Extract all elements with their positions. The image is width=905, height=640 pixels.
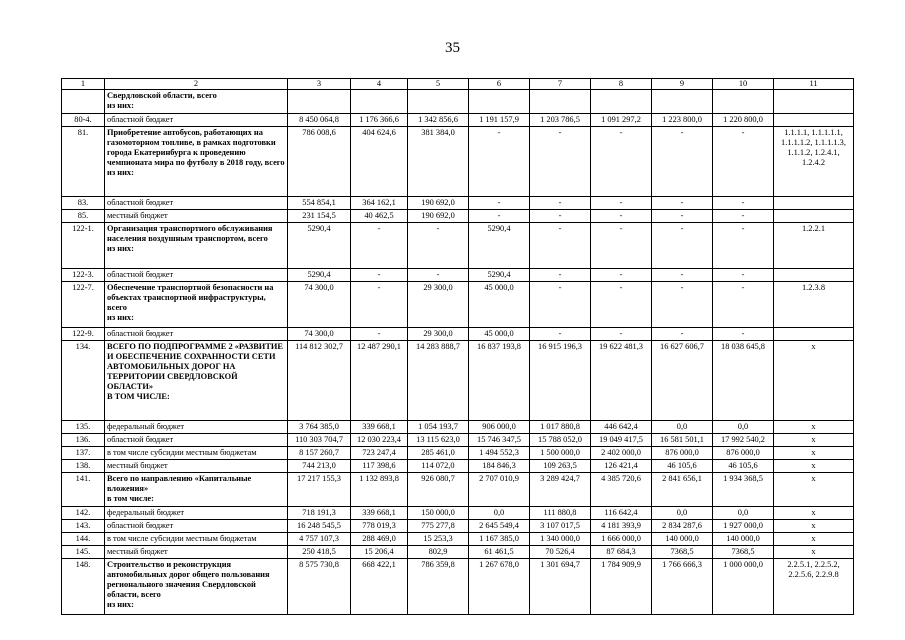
table-cell: 142.: [62, 507, 105, 520]
table-cell: 110 303 704,7: [288, 434, 351, 447]
table-cell: -: [408, 223, 469, 269]
table-cell: 2 645 549,4: [469, 520, 530, 533]
table-cell: 3 764 385,0: [288, 421, 351, 434]
table-cell: [408, 90, 469, 114]
table-cell: в том числе субсидии местным бюджетам: [105, 447, 288, 460]
table-cell: 1 054 193,7: [408, 421, 469, 434]
table-cell: 122-1.: [62, 223, 105, 269]
table-row: [62, 282, 854, 328]
table-cell: -: [469, 127, 530, 197]
table-cell: 190 692,0: [408, 210, 469, 223]
table-cell: 126 421,4: [591, 460, 652, 473]
table-cell: -: [713, 282, 774, 328]
table-cell: местный бюджет: [105, 546, 288, 559]
table-cell: 150 000,0: [408, 507, 469, 520]
table-cell: х: [774, 460, 854, 473]
table-cell: 1 500 000,0: [530, 447, 591, 460]
table-cell: 802,9: [408, 546, 469, 559]
table-cell: в том числе субсидии местным бюджетам: [105, 533, 288, 546]
table-cell: 1 927 000,0: [713, 520, 774, 533]
table-cell: 8 157 260,7: [288, 447, 351, 460]
table-cell: [774, 210, 854, 223]
budget-table: [61, 78, 854, 615]
table-cell: 404 624,6: [351, 127, 408, 197]
table-row: [62, 114, 854, 127]
table-cell: 1.2.3.8: [774, 282, 854, 328]
table-cell: 288 469,0: [351, 533, 408, 546]
table-cell: -: [530, 282, 591, 328]
table-cell: -: [713, 328, 774, 341]
table-cell: 2 841 656,1: [652, 473, 713, 507]
table-row: [62, 520, 854, 533]
column-header: 11: [774, 79, 854, 90]
table-cell: 250 418,5: [288, 546, 351, 559]
table-row: [62, 269, 854, 282]
table-cell: -: [591, 223, 652, 269]
table-cell: 17 217 155,3: [288, 473, 351, 507]
table-cell: 190 692,0: [408, 197, 469, 210]
table-cell: 0,0: [652, 421, 713, 434]
table-cell: х: [774, 533, 854, 546]
table-cell: х: [774, 546, 854, 559]
table-cell: х: [774, 421, 854, 434]
table-cell: 45 000,0: [469, 328, 530, 341]
table-cell: 8 575 730,8: [288, 559, 351, 615]
table-cell: [351, 90, 408, 114]
table-cell: -: [713, 197, 774, 210]
table-cell: 80-4.: [62, 114, 105, 127]
table-cell: 135.: [62, 421, 105, 434]
table-cell: 5290,4: [469, 269, 530, 282]
table-row: [62, 447, 854, 460]
table-cell: 184 846,3: [469, 460, 530, 473]
table-cell: [469, 90, 530, 114]
table-cell: 1 220 800,0: [713, 114, 774, 127]
table-cell: 1 223 800,0: [652, 114, 713, 127]
table-cell: 40 462,5: [351, 210, 408, 223]
table-cell: 0,0: [713, 507, 774, 520]
table-cell: 83.: [62, 197, 105, 210]
table-cell: -: [351, 328, 408, 341]
table-cell: 381 384,0: [408, 127, 469, 197]
table-cell: 140 000,0: [713, 533, 774, 546]
table-cell: х: [774, 473, 854, 507]
table-cell: 136.: [62, 434, 105, 447]
table-cell: 2 834 287,6: [652, 520, 713, 533]
table-cell: 1.2.2.1: [774, 223, 854, 269]
table-cell: 114 072,0: [408, 460, 469, 473]
table-cell: 1 091 297,2: [591, 114, 652, 127]
page-number: 35: [445, 40, 460, 56]
table-cell: -: [713, 269, 774, 282]
column-header: 8: [591, 79, 652, 90]
table-cell: 778 019,3: [351, 520, 408, 533]
table-cell: 1 176 366,6: [351, 114, 408, 127]
table-row: [62, 210, 854, 223]
table-cell: 285 461,0: [408, 447, 469, 460]
column-header: 5: [408, 79, 469, 90]
table-cell: -: [713, 223, 774, 269]
table-cell: 3 107 017,5: [530, 520, 591, 533]
table-cell: -: [530, 210, 591, 223]
table-cell: -: [713, 127, 774, 197]
table-cell: Строительство и реконструкция автомобильных дорог общего пользования регионального значения Свердловской области, всего из них:: [105, 559, 288, 615]
table-row: [62, 533, 854, 546]
table-row: [62, 197, 854, 210]
table-cell: -: [351, 282, 408, 328]
table-cell: 145.: [62, 546, 105, 559]
table-cell: 0,0: [713, 421, 774, 434]
table-cell: 148.: [62, 559, 105, 615]
column-header: 10: [713, 79, 774, 90]
table-cell: 143.: [62, 520, 105, 533]
table-cell: 116 642,4: [591, 507, 652, 520]
table-cell: 16 581 501,1: [652, 434, 713, 447]
table-cell: -: [652, 269, 713, 282]
table-cell: х: [774, 507, 854, 520]
table-cell: 15 746 347,5: [469, 434, 530, 447]
table-cell: 876 000,0: [713, 447, 774, 460]
table-cell: 17 992 540,2: [713, 434, 774, 447]
table-cell: 723 247,4: [351, 447, 408, 460]
table-cell: 1 167 385,0: [469, 533, 530, 546]
column-header: 2: [105, 79, 288, 90]
table-cell: 111 880,8: [530, 507, 591, 520]
column-header: 7: [530, 79, 591, 90]
table-cell: -: [530, 223, 591, 269]
table-cell: 876 000,0: [652, 447, 713, 460]
column-header: 3: [288, 79, 351, 90]
table-cell: областной бюджет: [105, 269, 288, 282]
table-cell: 140 000,0: [652, 533, 713, 546]
table-cell: 5290,4: [469, 223, 530, 269]
table-cell: 668 422,1: [351, 559, 408, 615]
table-cell: 1 342 856,6: [408, 114, 469, 127]
table-cell: -: [469, 197, 530, 210]
table-cell: областной бюджет: [105, 197, 288, 210]
table-cell: -: [351, 223, 408, 269]
table-cell: 19 622 481,3: [591, 341, 652, 421]
column-header: 6: [469, 79, 530, 90]
table-cell: [530, 90, 591, 114]
table-cell: -: [591, 282, 652, 328]
table-cell: 0,0: [469, 507, 530, 520]
table-cell: 364 162,1: [351, 197, 408, 210]
table-cell: 554 854,1: [288, 197, 351, 210]
table-cell: 29 300,0: [408, 328, 469, 341]
table-cell: [774, 328, 854, 341]
table-cell: -: [591, 127, 652, 197]
table-row: [62, 223, 854, 269]
table-cell: областной бюджет: [105, 434, 288, 447]
table-cell: 0,0: [652, 507, 713, 520]
column-header: 4: [351, 79, 408, 90]
table-cell: 2.2.5.1, 2.2.5.2, 2.2.5.6, 2.2.9.8: [774, 559, 854, 615]
table-cell: -: [652, 210, 713, 223]
table-cell: областной бюджет: [105, 114, 288, 127]
table-cell: Свердловской области, всего из них:: [105, 90, 288, 114]
table-row: [62, 90, 854, 114]
table-cell: 16 248 545,5: [288, 520, 351, 533]
table-cell: [713, 90, 774, 114]
table-cell: 1 340 000,0: [530, 533, 591, 546]
table-cell: 137.: [62, 447, 105, 460]
table-cell: 14 283 888,7: [408, 341, 469, 421]
table-cell: -: [652, 328, 713, 341]
table-cell: 231 154,5: [288, 210, 351, 223]
table-cell: 70 526,4: [530, 546, 591, 559]
table-cell: областной бюджет: [105, 520, 288, 533]
table-cell: 7368,5: [713, 546, 774, 559]
table-cell: 1 132 893,8: [351, 473, 408, 507]
table-cell: 8 450 064,8: [288, 114, 351, 127]
table-cell: 12 030 223,4: [351, 434, 408, 447]
table-row: [62, 460, 854, 473]
table-cell: 1 267 678,0: [469, 559, 530, 615]
table-cell: Организация транспортного обслуживания населения воздушным транспортом, всего из них:: [105, 223, 288, 269]
table-cell: [288, 90, 351, 114]
table-cell: -: [530, 328, 591, 341]
table-cell: 5290,4: [288, 223, 351, 269]
table-cell: 2 707 010,9: [469, 473, 530, 507]
table-cell: 144.: [62, 533, 105, 546]
table-cell: 81.: [62, 127, 105, 197]
table-cell: Приобретение автобусов, работающих на газомоторном топливе, в рамках подготовки города Екатеринбурга к проведению чемпионата мира по футболу в 2018 году, всего из них:: [105, 127, 288, 197]
table-cell: 15 788 052,0: [530, 434, 591, 447]
table-cell: местный бюджет: [105, 210, 288, 223]
table-cell: -: [713, 210, 774, 223]
table-cell: 114 812 302,7: [288, 341, 351, 421]
table-row: [62, 473, 854, 507]
table-cell: 1 494 552,3: [469, 447, 530, 460]
table-cell: 1 191 157,9: [469, 114, 530, 127]
table-cell: -: [652, 127, 713, 197]
table-cell: 1 666 000,0: [591, 533, 652, 546]
table-cell: федеральный бюджет: [105, 421, 288, 434]
table-cell: 3 289 424,7: [530, 473, 591, 507]
table-cell: 5290,4: [288, 269, 351, 282]
table-cell: -: [530, 269, 591, 282]
table-cell: 117 398,6: [351, 460, 408, 473]
table-cell: 786 359,8: [408, 559, 469, 615]
table-cell: 926 080,7: [408, 473, 469, 507]
table-cell: 74 300,0: [288, 282, 351, 328]
table-cell: 4 385 720,6: [591, 473, 652, 507]
table-cell: 45 000,0: [469, 282, 530, 328]
table-row: [62, 507, 854, 520]
table-cell: 15 206,4: [351, 546, 408, 559]
table-row: [62, 421, 854, 434]
table-cell: -: [591, 328, 652, 341]
table-cell: 718 191,3: [288, 507, 351, 520]
table-cell: 1.1.1.1, 1.1.1.1.1, 1.1.1.1.2, 1.1.1.1.3, 1.1.1.2, 1.2.4.1, 1.2.4.2: [774, 127, 854, 197]
table-cell: 46 105,6: [713, 460, 774, 473]
table-cell: ВСЕГО ПО ПОДПРОГРАММЕ 2 «РАЗВИТИЕ И ОБЕСПЕЧЕНИЕ СОХРАННОСТИ СЕТИ АВТОМОБИЛЬНЫХ ДОРОГ НА ТЕРРИТОРИИ СВЕРДЛОВСКОЙ ОБЛАСТИ» В ТОМ ЧИСЛЕ:: [105, 341, 288, 421]
table-cell: 16 837 193,8: [469, 341, 530, 421]
table-cell: 786 008,6: [288, 127, 351, 197]
table-cell: [774, 90, 854, 114]
table-row: [62, 127, 854, 197]
table-cell: 339 668,1: [351, 507, 408, 520]
table-cell: областной бюджет: [105, 328, 288, 341]
table-cell: 16 627 606,7: [652, 341, 713, 421]
table-cell: 87 684,3: [591, 546, 652, 559]
table-row: [62, 559, 854, 615]
table-cell: 7368,5: [652, 546, 713, 559]
table-cell: 61 461,5: [469, 546, 530, 559]
table-cell: 19 049 417,5: [591, 434, 652, 447]
column-header: 1: [62, 79, 105, 90]
table-cell: 122-7.: [62, 282, 105, 328]
table-cell: -: [591, 269, 652, 282]
table-cell: 15 253,3: [408, 533, 469, 546]
table-cell: [62, 90, 105, 114]
table-cell: -: [652, 282, 713, 328]
table-cell: -: [408, 269, 469, 282]
table-row: [62, 546, 854, 559]
table-cell: х: [774, 447, 854, 460]
table-cell: 1 000 000,0: [713, 559, 774, 615]
table-cell: Всего по направлению «Капитальные вложения» в том числе:: [105, 473, 288, 507]
table-cell: 122-3.: [62, 269, 105, 282]
table-cell: -: [591, 210, 652, 223]
table-cell: 141.: [62, 473, 105, 507]
table-cell: -: [530, 127, 591, 197]
table-cell: федеральный бюджет: [105, 507, 288, 520]
table-header-row: [62, 79, 854, 90]
table-cell: 744 213,0: [288, 460, 351, 473]
table-cell: [774, 114, 854, 127]
table-cell: -: [469, 210, 530, 223]
table-cell: 775 277,8: [408, 520, 469, 533]
table-row: [62, 434, 854, 447]
table-cell: 339 668,1: [351, 421, 408, 434]
table-cell: 13 115 623,0: [408, 434, 469, 447]
table-cell: 1 203 786,5: [530, 114, 591, 127]
table-cell: [652, 90, 713, 114]
table-cell: 16 915 196,3: [530, 341, 591, 421]
table-cell: х: [774, 341, 854, 421]
table-cell: -: [591, 197, 652, 210]
table-cell: 1 784 909,9: [591, 559, 652, 615]
table-cell: местный бюджет: [105, 460, 288, 473]
table-cell: -: [530, 197, 591, 210]
table-cell: 46 105,6: [652, 460, 713, 473]
table-row: [62, 328, 854, 341]
table-cell: 12 487 290,1: [351, 341, 408, 421]
table-cell: -: [652, 223, 713, 269]
table-cell: -: [351, 269, 408, 282]
table-cell: х: [774, 434, 854, 447]
table-cell: 138.: [62, 460, 105, 473]
table-cell: 134.: [62, 341, 105, 421]
table-cell: 74 300,0: [288, 328, 351, 341]
table-cell: 906 000,0: [469, 421, 530, 434]
table-cell: -: [652, 197, 713, 210]
table-cell: 4 757 107,3: [288, 533, 351, 546]
table-cell: 109 263,5: [530, 460, 591, 473]
table-cell: 1 934 368,5: [713, 473, 774, 507]
table-cell: [774, 197, 854, 210]
table-cell: 446 642,4: [591, 421, 652, 434]
table-cell: 1 766 666,3: [652, 559, 713, 615]
table-cell: 1 017 880,8: [530, 421, 591, 434]
table-cell: 2 402 000,0: [591, 447, 652, 460]
table-row: [62, 341, 854, 421]
table-cell: 85.: [62, 210, 105, 223]
column-header: 9: [652, 79, 713, 90]
table-cell: 18 038 645,8: [713, 341, 774, 421]
table-cell: 1 301 694,7: [530, 559, 591, 615]
table-cell: 122-9.: [62, 328, 105, 341]
table-cell: х: [774, 520, 854, 533]
table-cell: 4 181 393,9: [591, 520, 652, 533]
table-cell: Обеспечение транспортной безопасности на объектах транспортной инфраструктуры, всего из них:: [105, 282, 288, 328]
table-cell: [591, 90, 652, 114]
table-cell: [774, 269, 854, 282]
table-cell: 29 300,0: [408, 282, 469, 328]
